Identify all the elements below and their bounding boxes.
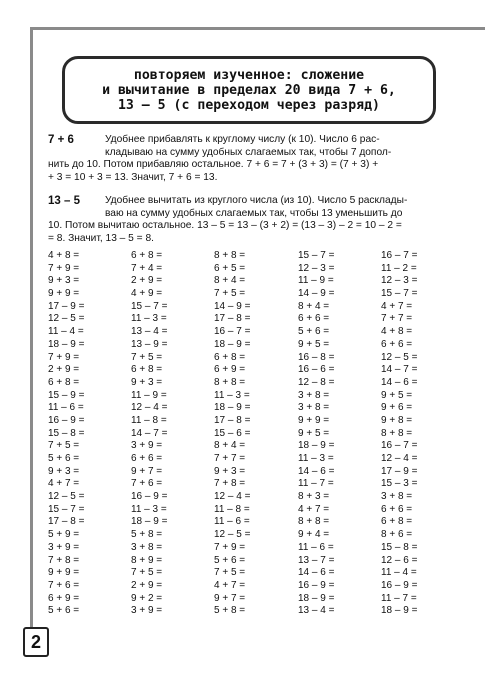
exercise-item: 4 + 8 = [381,326,413,338]
exercise-item: 4 + 7 = [381,300,413,312]
exercise-item: 16 – 7 = [381,250,418,261]
exercise-item: 15 – 9 = [48,389,85,401]
exercise-item: 12 – 5 = [48,491,85,503]
exercise-item: 16 – 7 = [214,326,251,338]
exercise-item: 11 – 4 = [48,326,84,338]
exercise-item: 5 + 6 = [298,326,330,338]
rule1-text [48,134,460,184]
exercise-item: 17 – 9 = [381,465,418,477]
exercise-item: 17 – 9 = [48,300,85,312]
exercise-item: 9 + 9 = [298,414,330,426]
exercise-item: 8 + 8 = [214,376,246,388]
exercise-item: 16 – 9 = [131,491,168,503]
exercise-item: 11 – 3 = [131,313,167,325]
rule2-line2: ваю на сумму удобных слагаемых так, чтобы 13 уменьшить до [105,207,403,219]
exercise-item: 5 + 9 = [48,529,80,541]
exercise-item: 7 + 8 = [48,554,80,566]
exercise-item: 5 + 8 = [214,605,246,617]
exercise-item: 3 + 9 = [48,541,80,553]
exercise-item: 18 – 9 = [48,338,85,350]
exercise-item: 6 + 8 = [48,376,80,388]
exercise-column [131,250,214,618]
exercise-item: 9 + 7 = [131,465,163,477]
exercise-item: 2 + 9 = [48,364,80,376]
exercise-item: 8 + 8 = [214,250,246,261]
exercise-item: 7 + 9 = [48,351,80,363]
exercise-item: 12 – 4 = [214,491,251,503]
exercise-item: 16 – 9 = [298,579,335,591]
exercise-column [214,250,298,618]
rule1-line2: кладываю на сумму удобных слагаемых так, чтобы 7 допол- [105,146,392,158]
exercise-item: 9 + 6 = [381,402,413,414]
exercise-item: 14 – 9 = [298,288,335,300]
exercise-item: 9 + 8 = [381,414,413,426]
exercise-item: 3 + 8 = [381,491,413,503]
title-line-3: 13 – 5 (с переходом через разряд) [117,97,380,113]
exercise-item: 5 + 8 = [131,529,163,541]
exercise-item: 16 – 8 = [298,351,335,363]
exercise-item: 8 + 4 = [298,300,330,312]
exercise-item: 12 – 5 = [381,351,418,363]
exercise-item: 2 + 9 = [131,275,163,287]
exercise-item: 18 – 9 = [214,402,251,414]
exercise-item: 8 + 9 = [131,554,163,566]
rule2-text [48,195,460,245]
exercise-item: 11 – 9 = [131,389,167,401]
exercise-item: 12 – 4 = [381,453,418,464]
exercise-item: 16 – 7 = [381,440,418,452]
exercise-item: 8 + 6 = [381,529,413,541]
exercise-item: 18 – 9 = [131,516,168,528]
rule1-line1: Удобнее прибавлять к круглому числу (к 10). Число 6 рас- [105,134,380,145]
exercise-item: 3 + 8 = [131,541,163,553]
exercise-item: 9 + 4 = [298,529,330,541]
exercise-item: 15 – 7 = [298,250,335,261]
exercise-item: 14 – 7 = [131,427,168,439]
exercise-item: 7 + 5 = [214,288,246,300]
exercise-item: 13 – 4 = [298,605,335,617]
exercise-item: 6 + 6 = [298,313,330,325]
rule1-line3: нить до 10. Потом прибавляю остальное. 7 + 6 = 7 + (3 + 3) = (7 + 3) + [48,159,379,171]
exercise-item: 17 – 8 = [214,414,251,426]
exercise-item: 11 – 3 = [131,503,167,515]
exercise-item: 7 + 5 = [131,567,163,579]
exercise-item: 16 – 6 = [298,364,335,376]
exercise-item: 11 – 7 = [298,478,334,490]
exercise-item: 12 – 6 = [381,554,418,566]
rule2-line3: 10. Потом вычитаю остальное. 13 – 5 = 13 – (3 + 2) = (13 – 3) – 2 = 10 – 2 = [48,220,402,232]
exercise-item: 7 + 7 = [214,453,246,464]
exercise-item: 15 – 7 = [48,503,85,515]
exercise-item: 7 + 5 = [214,567,246,579]
rule2-line4: = 8. Значит, 13 – 5 = 8. [48,232,154,244]
exercise-item: 17 – 8 = [48,516,85,528]
exercise-item: 9 + 7 = [214,592,246,604]
exercise-item: 7 + 5 = [131,351,163,363]
exercise-item: 6 + 5 = [214,262,246,274]
exercise-item: 15 – 8 = [48,427,85,439]
exercise-item: 4 + 8 = [48,250,80,261]
exercise-item: 9 + 3 = [48,465,80,477]
exercise-item: 3 + 8 = [298,402,330,414]
exercise-item: 8 + 4 = [214,275,246,287]
exercise-item: 12 – 3 = [381,275,418,287]
exercise-item: 3 + 9 = [131,440,163,452]
exercise-item: 15 – 8 = [381,541,418,553]
exercise-item: 9 + 5 = [298,427,330,439]
exercise-item: 6 + 6 = [131,453,163,464]
exercise-item: 7 + 6 = [48,579,80,591]
page-frame-left [30,27,33,627]
exercise-item: 5 + 6 = [48,605,80,617]
exercise-item: 11 – 9 = [298,275,334,287]
exercise-item: 6 + 8 = [131,364,163,376]
exercise-item: 8 + 8 = [381,427,413,439]
exercise-item: 18 – 9 = [214,338,251,350]
rule1-label: 7 + 6 [48,134,74,146]
exercise-item: 17 – 8 = [214,313,251,325]
page-frame-top [30,27,485,30]
rule1-line4: + 3 = 10 + 3 = 13. Значит, 7 + 6 = 13. [48,171,218,183]
exercise-item: 7 + 6 = [131,478,163,490]
exercise-item: 6 + 9 = [214,364,246,376]
exercise-item: 15 – 7 = [131,300,168,312]
exercise-item: 7 + 7 = [381,313,413,325]
exercise-item: 11 – 6 = [298,541,334,553]
exercise-item: 14 – 6 = [298,465,335,477]
exercise-item: 2 + 9 = [131,579,163,591]
exercise-column [298,250,381,618]
title-line-2: и вычитание в пределах 20 вида 7 + 6, [102,82,396,98]
exercise-item: 18 – 9 = [298,592,335,604]
exercise-item: 11 – 4 = [381,567,417,579]
exercise-item: 12 – 4 = [131,402,168,414]
exercise-item: 18 – 9 = [381,605,418,617]
exercise-item: 14 – 6 = [381,376,418,388]
exercise-item: 7 + 9 = [214,541,246,553]
exercise-item: 16 – 9 = [381,579,418,591]
exercise-item: 15 – 6 = [214,427,251,439]
exercise-column [381,250,458,618]
exercise-item: 11 – 2 = [381,262,417,274]
exercise-item: 9 + 5 = [298,338,330,350]
exercise-grid [48,250,458,618]
exercise-item: 5 + 6 = [48,453,80,464]
rule2-line1: Удобнее вычитать из круглого числа (из 10). Число 5 расклады- [105,195,408,206]
exercise-item: 4 + 7 = [214,579,246,591]
exercise-item: 9 + 3 = [131,376,163,388]
exercise-item: 13 – 7 = [298,554,335,566]
exercise-item: 7 + 9 = [48,262,80,274]
exercise-item: 4 + 7 = [48,478,80,490]
exercise-item: 9 + 9 = [48,567,80,579]
exercise-item: 9 + 9 = [48,288,80,300]
exercise-item: 7 + 4 = [131,262,163,274]
exercise-item: 9 + 5 = [381,389,413,401]
exercise-item: 14 – 6 = [298,567,335,579]
exercise-item: 7 + 8 = [214,478,246,490]
exercise-item: 11 – 7 = [381,592,417,604]
exercise-item: 12 – 8 = [298,376,335,388]
exercise-item: 8 + 3 = [298,491,330,503]
exercise-item: 5 + 6 = [214,554,246,566]
exercise-item: 11 – 8 = [131,414,167,426]
exercise-item: 14 – 9 = [214,300,251,312]
exercise-item: 6 + 8 = [131,250,163,261]
exercise-item: 3 + 8 = [298,389,330,401]
rule2-label: 13 – 5 [48,195,80,207]
title-line-1: повторяем изученное: сложение [133,67,365,83]
exercise-item: 15 – 3 = [381,478,418,490]
exercise-item: 9 + 2 = [131,592,163,604]
exercise-item: 4 + 9 = [131,288,163,300]
exercise-item: 7 + 5 = [48,440,80,452]
exercise-item: 8 + 4 = [214,440,246,452]
exercise-item: 11 – 6 = [48,402,84,414]
exercise-item: 9 + 3 = [48,275,80,287]
exercise-item: 6 + 6 = [381,338,413,350]
exercise-item: 14 – 7 = [381,364,418,376]
exercise-item: 4 + 7 = [298,503,330,515]
exercise-item: 8 + 8 = [298,516,330,528]
exercise-column [48,250,131,618]
exercise-item: 18 – 9 = [298,440,335,452]
lesson-title [62,56,436,124]
exercise-item: 12 – 3 = [298,262,335,274]
page-number: 2 [23,627,49,657]
exercise-item: 3 + 9 = [131,605,163,617]
exercise-item: 13 – 4 = [131,326,168,338]
exercise-item: 15 – 7 = [381,288,418,300]
exercise-item: 6 + 9 = [48,592,80,604]
exercise-item: 12 – 5 = [214,529,251,541]
exercise-item: 9 + 3 = [214,465,246,477]
exercise-item: 6 + 6 = [381,503,413,515]
exercise-item: 11 – 8 = [214,503,250,515]
exercise-item: 6 + 8 = [381,516,413,528]
exercise-item: 13 – 9 = [131,338,168,350]
exercise-item: 11 – 3 = [214,389,250,401]
exercise-item: 12 – 5 = [48,313,85,325]
exercise-item: 6 + 8 = [214,351,246,363]
exercise-item: 11 – 3 = [298,453,334,464]
exercise-item: 16 – 9 = [48,414,85,426]
exercise-item: 11 – 6 = [214,516,250,528]
